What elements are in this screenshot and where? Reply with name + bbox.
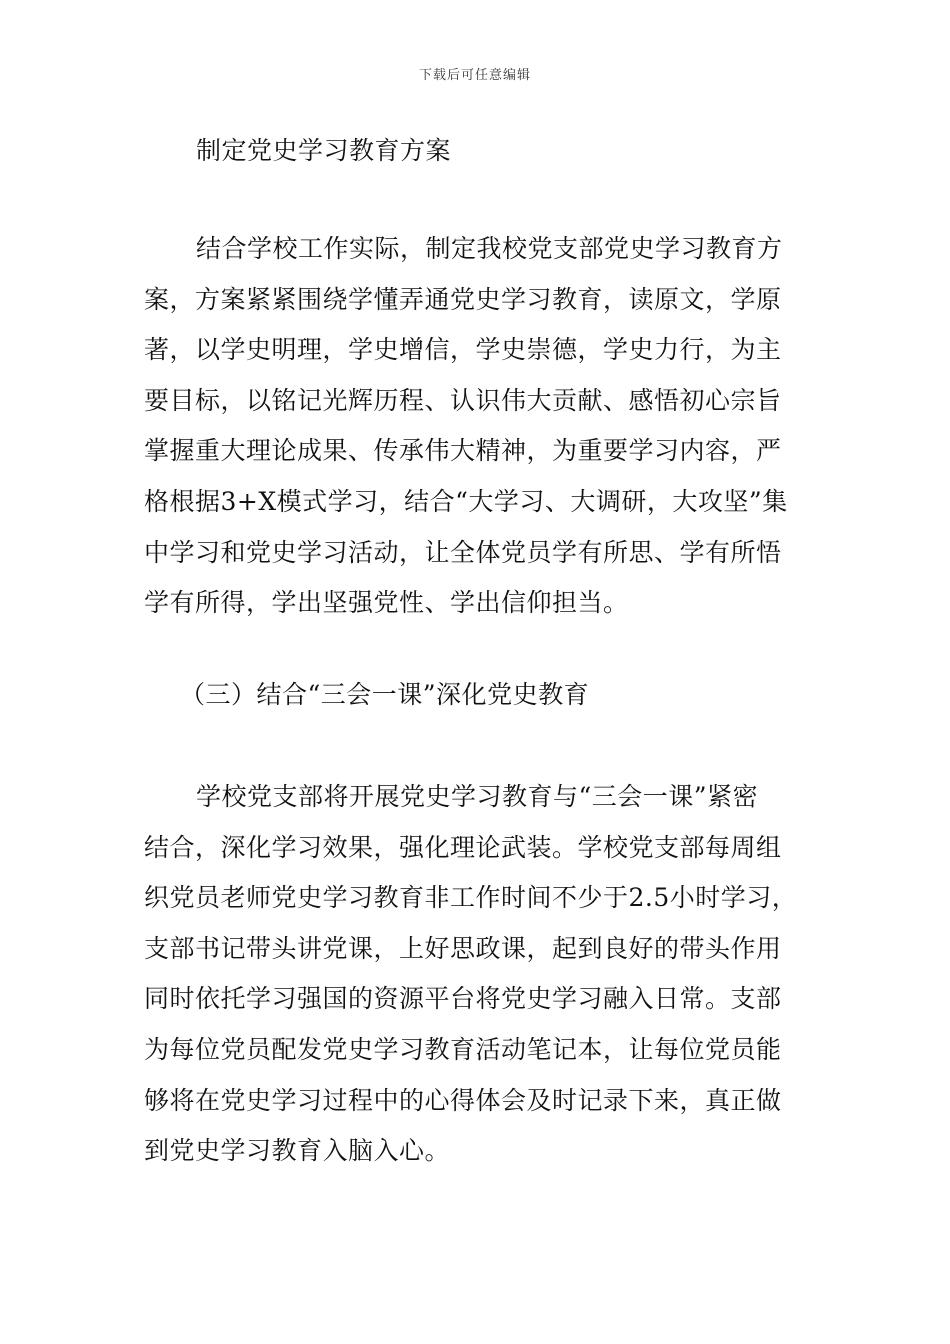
paragraph-line: 案，方案紧紧围绕学懂弄通党史学习教育，读原文，学原 (144, 284, 782, 314)
paragraph-line: 结合，深化学习效果，强化理论武装。学校党支部每周组 (144, 832, 782, 862)
paragraph-line: 要目标，以铭记光辉历程、认识伟大贡献、感悟初心宗旨 (144, 385, 782, 415)
paragraph-line: 学有所得，学出坚强党性、学出信仰担当。 (144, 588, 629, 618)
paragraph-line: 够将在党史学习过程中的心得体会及时记录下来，真正做 (144, 1085, 782, 1115)
section-paragraph (144, 224, 806, 629)
section-paragraph (144, 772, 806, 1177)
section-heading-text: （三）结合“三会一课”深化党史教育 (180, 680, 590, 709)
paragraph-line: 中学习和党史学习活动，让全体党员学有所思、学有所悟 (144, 537, 782, 567)
paragraph-line: 掌握重大理论成果、传承伟大精神，为重要学习内容，严 (144, 436, 782, 466)
section-heading-text: 制定党史学习教育方案 (196, 136, 452, 165)
paragraph-line: 织党员老师党史学习教育非工作时间不少于2.5小时学习， (144, 883, 798, 913)
paragraph-line: 著，以学史明理，学史增信，学史崇德，学史力行，为主 (144, 335, 782, 365)
paragraph-line: 为每位党员配发党史学习教育活动笔记本，让每位党员能 (144, 1034, 782, 1064)
paragraph-line: 结合学校工作实际，制定我校党支部党史学习教育方 (196, 234, 783, 263)
paragraph-line: 格根据3+X模式学习，结合“大学习、大调研，大攻坚”集 (144, 486, 788, 516)
section-heading (144, 670, 806, 721)
paragraph-line: 支部书记带头讲党课，上好思政课，起到良好的带头作用 (144, 933, 782, 963)
section-heading (144, 126, 858, 177)
paragraph-line: 学校党支部将开展党史学习教育与“三会一课”紧密 (196, 782, 759, 811)
paragraph-line: 到党史学习教育入脑入心。 (144, 1136, 451, 1166)
paragraph-line: 同时依托学习强国的资源平台将党史学习融入日常。支部 (144, 984, 782, 1014)
header-note: 下载后可任意编辑 (418, 68, 531, 83)
